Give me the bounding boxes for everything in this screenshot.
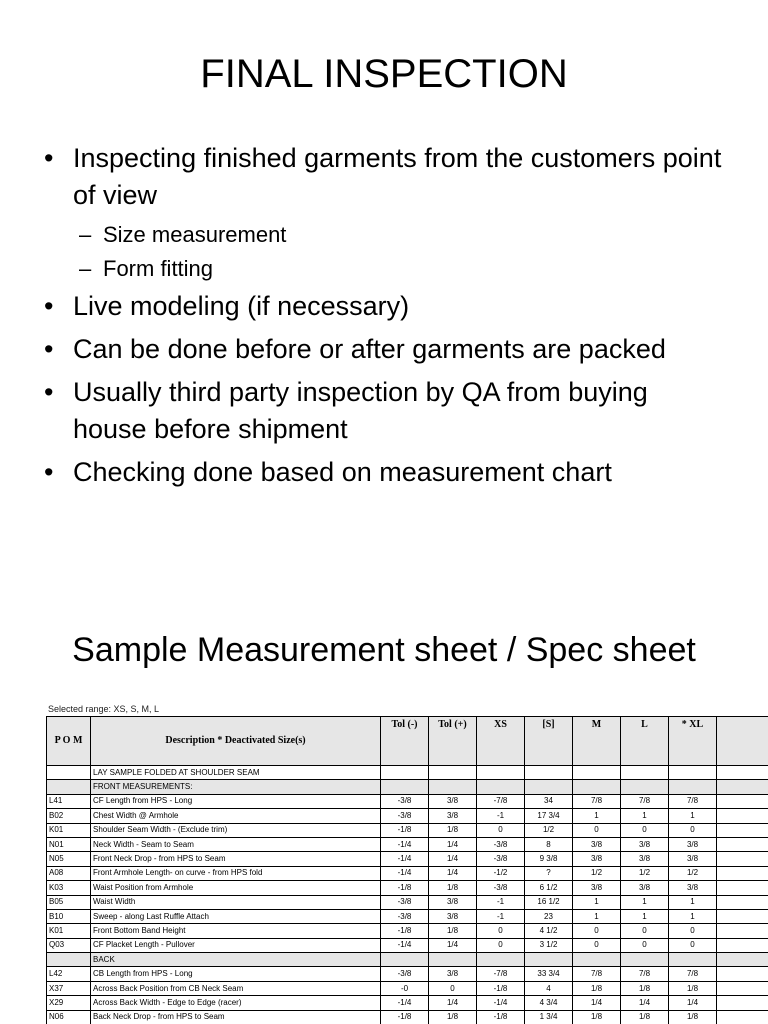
m-cell: 3/8 — [573, 837, 621, 851]
xs-cell: -1 — [477, 909, 525, 923]
spec-table-body — [47, 766, 768, 1024]
header-size-m: M — [573, 717, 621, 766]
bullet-text: Live modeling (if necessary) — [73, 291, 410, 321]
pom-cell — [47, 780, 91, 794]
l-cell: 1 — [621, 895, 669, 909]
tol-plus-cell: 1/4 — [429, 837, 477, 851]
tol-plus-cell: 1/4 — [429, 866, 477, 880]
m-cell: 3/8 — [573, 852, 621, 866]
tol-plus-cell: 1/8 — [429, 823, 477, 837]
description-cell: Front Bottom Band Height — [91, 924, 381, 938]
m-cell: 0 — [573, 924, 621, 938]
xl-cell: 1/8 — [669, 1010, 717, 1024]
bullet-text: Checking done based on measurement chart — [73, 457, 612, 487]
extra-cell — [717, 953, 768, 967]
xl-cell: 0 — [669, 823, 717, 837]
l-cell: 1/8 — [621, 1010, 669, 1024]
description-cell: CF Placket Length - Pullover — [91, 938, 381, 952]
xl-cell: 1 — [669, 909, 717, 923]
l-cell: 1/4 — [621, 996, 669, 1010]
tol-minus-cell: -3/8 — [381, 895, 429, 909]
tol-plus-cell: 3/8 — [429, 794, 477, 808]
m-cell: 1 — [573, 809, 621, 823]
table-row — [47, 766, 768, 780]
table-row — [47, 938, 768, 952]
xl-cell: 7/8 — [669, 794, 717, 808]
xl-cell: 0 — [669, 938, 717, 952]
header-size-l: L — [621, 717, 669, 766]
pom-cell: K01 — [47, 823, 91, 837]
dash-icon: – — [79, 256, 92, 281]
m-cell — [573, 780, 621, 794]
tol-plus-cell: 1/8 — [429, 1010, 477, 1024]
description-cell: Across Back Width - Edge to Edge (racer) — [91, 996, 381, 1010]
l-cell: 1 — [621, 809, 669, 823]
s-cell: 8 — [525, 837, 573, 851]
xl-cell — [669, 953, 717, 967]
table-row — [47, 895, 768, 909]
tol-minus-cell: -1/4 — [381, 837, 429, 851]
xs-cell: -1 — [477, 809, 525, 823]
pom-cell: N05 — [47, 852, 91, 866]
bullet-item — [0, 374, 768, 448]
m-cell: 1 — [573, 909, 621, 923]
extra-cell — [717, 909, 768, 923]
l-cell — [621, 953, 669, 967]
description-cell: LAY SAMPLE FOLDED AT SHOULDER SEAM — [91, 766, 381, 780]
tol-minus-cell — [381, 780, 429, 794]
spec-sheet-image — [46, 704, 768, 1024]
s-cell: 6 1/2 — [525, 881, 573, 895]
m-cell: 7/8 — [573, 967, 621, 981]
extra-cell — [717, 996, 768, 1010]
l-cell: 0 — [621, 823, 669, 837]
m-cell: 1/8 — [573, 1010, 621, 1024]
s-cell: 16 1/2 — [525, 895, 573, 909]
spec-table — [46, 716, 768, 1024]
description-cell: Front Armhole Length- on curve - from HPS fold — [91, 866, 381, 880]
extra-cell — [717, 967, 768, 981]
extra-cell — [717, 938, 768, 952]
tol-plus-cell — [429, 953, 477, 967]
extra-cell — [717, 866, 768, 880]
table-row — [47, 996, 768, 1010]
header-size-s: [S] — [525, 717, 573, 766]
pom-cell — [47, 953, 91, 967]
xl-cell: 1/2 — [669, 866, 717, 880]
sub-bullet-text: Form fitting — [103, 256, 214, 281]
m-cell: 7/8 — [573, 794, 621, 808]
pom-cell: Q03 — [47, 938, 91, 952]
l-cell: 3/8 — [621, 837, 669, 851]
table-row — [47, 909, 768, 923]
s-cell: 33 3/4 — [525, 967, 573, 981]
extra-cell — [717, 1010, 768, 1024]
tol-minus-cell: -1/8 — [381, 881, 429, 895]
extra-cell — [717, 924, 768, 938]
l-cell — [621, 766, 669, 780]
xl-cell: 1/4 — [669, 996, 717, 1010]
pom-cell: B05 — [47, 895, 91, 909]
tol-minus-cell: -3/8 — [381, 967, 429, 981]
xl-cell: 1 — [669, 895, 717, 909]
tol-minus-cell: -3/8 — [381, 809, 429, 823]
bullet-text: Can be done before or after garments are packed — [73, 334, 666, 364]
extra-cell — [717, 852, 768, 866]
description-cell: CB Length from HPS - Long — [91, 967, 381, 981]
s-cell: 4 — [525, 981, 573, 995]
bullet-dot-icon: • — [44, 143, 54, 173]
description-cell: Across Back Position from CB Neck Seam — [91, 981, 381, 995]
m-cell — [573, 953, 621, 967]
description-cell: Chest Width @ Armhole — [91, 809, 381, 823]
tol-plus-cell: 3/8 — [429, 809, 477, 823]
tol-minus-cell: -1/4 — [381, 996, 429, 1010]
s-cell: 4 3/4 — [525, 996, 573, 1010]
tol-minus-cell: -1/8 — [381, 1010, 429, 1024]
xs-cell: -3/8 — [477, 852, 525, 866]
table-row — [47, 881, 768, 895]
header-pom: P O M — [47, 717, 91, 766]
description-cell: CF Length from HPS - Long — [91, 794, 381, 808]
xs-cell: -1/4 — [477, 996, 525, 1010]
extra-cell — [717, 823, 768, 837]
header-size-xl: * XL — [669, 717, 717, 766]
tol-minus-cell: -1/4 — [381, 866, 429, 880]
extra-cell — [717, 895, 768, 909]
tol-plus-cell: 1/8 — [429, 881, 477, 895]
bullet-dot-icon: • — [44, 377, 54, 407]
pom-cell: A08 — [47, 866, 91, 880]
pom-cell: K01 — [47, 924, 91, 938]
sub-bullet-item — [0, 254, 768, 284]
xs-cell: -7/8 — [477, 794, 525, 808]
s-cell: ? — [525, 866, 573, 880]
table-row — [47, 780, 768, 794]
xl-cell: 0 — [669, 924, 717, 938]
l-cell: 1/8 — [621, 981, 669, 995]
s-cell: 23 — [525, 909, 573, 923]
pom-cell: B02 — [47, 809, 91, 823]
tol-minus-cell: -1/4 — [381, 938, 429, 952]
extra-cell — [717, 809, 768, 823]
sub-bullet-text: Size measurement — [103, 222, 287, 247]
xs-cell: -3/8 — [477, 837, 525, 851]
description-cell: FRONT MEASUREMENTS: — [91, 780, 381, 794]
s-cell — [525, 780, 573, 794]
header-tol-plus: Tol (+) — [429, 717, 477, 766]
table-row — [47, 809, 768, 823]
description-cell: Waist Width — [91, 895, 381, 909]
s-cell: 17 3/4 — [525, 809, 573, 823]
l-cell: 3/8 — [621, 852, 669, 866]
header-tol-minus: Tol (-) — [381, 717, 429, 766]
m-cell: 1 — [573, 895, 621, 909]
extra-cell — [717, 766, 768, 780]
xl-cell — [669, 766, 717, 780]
table-row — [47, 837, 768, 851]
xs-cell — [477, 953, 525, 967]
pom-cell: L41 — [47, 794, 91, 808]
l-cell: 1/2 — [621, 866, 669, 880]
tol-plus-cell: 1/8 — [429, 924, 477, 938]
pom-cell: B10 — [47, 909, 91, 923]
bullet-list — [0, 140, 768, 497]
pom-cell: L42 — [47, 967, 91, 981]
table-row — [47, 852, 768, 866]
xs-cell: -3/8 — [477, 881, 525, 895]
tol-plus-cell: 1/4 — [429, 938, 477, 952]
tol-plus-cell: 1/4 — [429, 996, 477, 1010]
s-cell: 1 3/4 — [525, 1010, 573, 1024]
xs-cell: -1/8 — [477, 981, 525, 995]
sub-bullet-item — [0, 220, 768, 250]
xl-cell — [669, 780, 717, 794]
m-cell: 0 — [573, 938, 621, 952]
m-cell: 1/8 — [573, 981, 621, 995]
pom-cell — [47, 766, 91, 780]
extra-cell — [717, 794, 768, 808]
section-subtitle: Sample Measurement sheet / Spec sheet — [72, 631, 696, 669]
m-cell: 0 — [573, 823, 621, 837]
table-row — [47, 981, 768, 995]
s-cell — [525, 953, 573, 967]
s-cell: 3 1/2 — [525, 938, 573, 952]
table-row — [47, 866, 768, 880]
tol-minus-cell: -3/8 — [381, 909, 429, 923]
bullet-dot-icon: • — [44, 334, 54, 364]
s-cell: 9 3/8 — [525, 852, 573, 866]
extra-cell — [717, 881, 768, 895]
tol-plus-cell: 3/8 — [429, 967, 477, 981]
xl-cell: 3/8 — [669, 881, 717, 895]
tol-minus-cell: -1/4 — [381, 852, 429, 866]
description-cell: Back Neck Drop - from HPS to Seam — [91, 1010, 381, 1024]
tol-minus-cell — [381, 766, 429, 780]
tol-minus-cell: -1/8 — [381, 924, 429, 938]
m-cell: 1/4 — [573, 996, 621, 1010]
xs-cell: -1/8 — [477, 1010, 525, 1024]
l-cell: 0 — [621, 938, 669, 952]
table-row — [47, 794, 768, 808]
extra-cell — [717, 780, 768, 794]
bullet-item — [0, 140, 768, 214]
bullet-dot-icon: • — [44, 291, 54, 321]
xs-cell: -7/8 — [477, 967, 525, 981]
table-row — [47, 1010, 768, 1024]
header-size-xs: XS — [477, 717, 525, 766]
bullet-text: Usually third party inspection by QA from buying house before shipment — [73, 377, 648, 444]
description-cell: BACK — [91, 953, 381, 967]
tol-minus-cell: -1/8 — [381, 823, 429, 837]
xs-cell: 0 — [477, 823, 525, 837]
xl-cell: 7/8 — [669, 967, 717, 981]
l-cell — [621, 780, 669, 794]
description-cell: Front Neck Drop - from HPS to Seam — [91, 852, 381, 866]
xs-cell: -1 — [477, 895, 525, 909]
tol-minus-cell: -0 — [381, 981, 429, 995]
description-cell: Shoulder Seam Width - (Exclude trim) — [91, 823, 381, 837]
table-row — [47, 823, 768, 837]
spec-header-row — [47, 717, 768, 766]
tol-plus-cell — [429, 766, 477, 780]
pom-cell: X37 — [47, 981, 91, 995]
slide-title: FINAL INSPECTION — [200, 52, 568, 96]
l-cell: 3/8 — [621, 881, 669, 895]
m-cell — [573, 766, 621, 780]
table-row — [47, 967, 768, 981]
bullet-item — [0, 454, 768, 491]
tol-minus-cell — [381, 953, 429, 967]
l-cell: 7/8 — [621, 794, 669, 808]
xs-cell: 0 — [477, 938, 525, 952]
table-row — [47, 953, 768, 967]
xl-cell: 3/8 — [669, 837, 717, 851]
m-cell: 3/8 — [573, 881, 621, 895]
tol-plus-cell: 3/8 — [429, 909, 477, 923]
header-extra — [717, 717, 768, 766]
s-cell: 1/2 — [525, 823, 573, 837]
header-description: Description * Deactivated Size(s) — [91, 717, 381, 766]
tol-plus-cell: 1/4 — [429, 852, 477, 866]
tol-plus-cell: 3/8 — [429, 895, 477, 909]
xs-cell — [477, 780, 525, 794]
xl-cell: 3/8 — [669, 852, 717, 866]
xs-cell — [477, 766, 525, 780]
bullet-text: Inspecting finished garments from the customers point of view — [73, 143, 722, 210]
s-cell: 34 — [525, 794, 573, 808]
extra-cell — [717, 981, 768, 995]
tol-plus-cell: 0 — [429, 981, 477, 995]
l-cell: 0 — [621, 924, 669, 938]
extra-cell — [717, 837, 768, 851]
bullet-item — [0, 331, 768, 368]
description-cell: Sweep - along Last Ruffle Attach — [91, 909, 381, 923]
xl-cell: 1/8 — [669, 981, 717, 995]
description-cell: Waist Position from Armhole — [91, 881, 381, 895]
pom-cell: X29 — [47, 996, 91, 1010]
bullet-dot-icon: • — [44, 457, 54, 487]
pom-cell: K03 — [47, 881, 91, 895]
pom-cell: N01 — [47, 837, 91, 851]
sheet-caption: Selected range: XS, S, M, L — [48, 704, 160, 714]
pom-cell: N06 — [47, 1010, 91, 1024]
description-cell: Neck Width - Seam to Seam — [91, 837, 381, 851]
tol-plus-cell — [429, 780, 477, 794]
s-cell — [525, 766, 573, 780]
table-row — [47, 924, 768, 938]
tol-minus-cell: -3/8 — [381, 794, 429, 808]
xs-cell: 0 — [477, 924, 525, 938]
l-cell: 7/8 — [621, 967, 669, 981]
s-cell: 4 1/2 — [525, 924, 573, 938]
bullet-item — [0, 288, 768, 325]
xl-cell: 1 — [669, 809, 717, 823]
l-cell: 1 — [621, 909, 669, 923]
dash-icon: – — [79, 222, 92, 247]
xs-cell: -1/2 — [477, 866, 525, 880]
m-cell: 1/2 — [573, 866, 621, 880]
